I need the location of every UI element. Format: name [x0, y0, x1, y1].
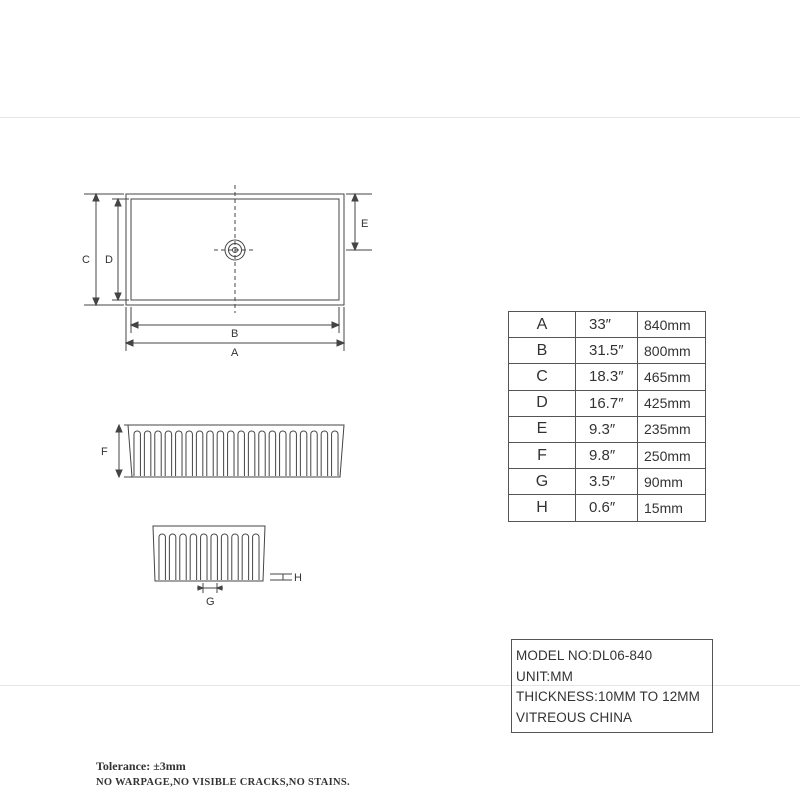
flute — [290, 431, 296, 476]
dimension-mm: 800mm — [638, 338, 706, 364]
dimension-key: A — [509, 312, 576, 338]
flute — [221, 534, 227, 580]
flute — [180, 534, 186, 580]
flute — [300, 431, 306, 476]
dimension-inch: 9.3″ — [576, 416, 638, 442]
dimension-key: D — [509, 390, 576, 416]
flute — [196, 431, 202, 476]
drawing-sheet — [0, 117, 800, 788]
dimension-inch: 16.7″ — [576, 390, 638, 416]
sink-top-view — [126, 185, 344, 313]
flute — [201, 534, 207, 580]
dimension-row — [509, 442, 706, 468]
flute — [238, 431, 244, 476]
label-e: E — [361, 218, 369, 230]
flute — [176, 431, 182, 476]
dimension-key: G — [509, 469, 576, 495]
dimension-row — [509, 312, 706, 338]
dimension-inch: 33″ — [576, 312, 638, 338]
dimension-key: F — [509, 442, 576, 468]
material-text: VITREOUS CHINA — [516, 709, 633, 725]
dimension-mm: 90mm — [638, 469, 706, 495]
quality-note: NO WARPAGE,NO VISIBLE CRACKS,NO STAINS. — [96, 777, 350, 788]
flute — [332, 431, 338, 476]
tolerance-note — [96, 759, 350, 788]
flute — [169, 534, 175, 580]
flute — [211, 534, 217, 580]
flute — [190, 534, 196, 580]
dimension-inch: 9.8″ — [576, 442, 638, 468]
spec-box — [511, 639, 713, 733]
flute — [159, 534, 165, 580]
dimension-row — [509, 495, 706, 521]
flute — [207, 431, 213, 476]
dimension-mm: 15mm — [638, 495, 706, 521]
dimension-row — [509, 364, 706, 390]
thickness-text: THICKNESS:10MM TO 12MM — [516, 689, 700, 704]
sink-front-view — [116, 425, 344, 477]
flute — [217, 431, 223, 476]
label-h: H — [294, 572, 302, 584]
label-a: A — [231, 347, 239, 359]
dimension-key: B — [509, 338, 576, 364]
dimension-mm: 840mm — [638, 312, 706, 338]
label-d: D — [105, 254, 113, 266]
flute — [311, 431, 317, 476]
dimension-inch: 18.3″ — [576, 364, 638, 390]
dimension-inch: 31.5″ — [576, 338, 638, 364]
flute — [259, 431, 265, 476]
flute — [155, 431, 161, 476]
label-c: C — [82, 254, 90, 266]
label-b: B — [231, 328, 239, 340]
unit-text: UNIT:MM — [516, 668, 573, 684]
label-f: F — [101, 446, 108, 458]
flute — [228, 431, 234, 476]
flute — [165, 431, 171, 476]
dimension-table — [508, 311, 706, 522]
flute — [280, 431, 286, 476]
flute — [321, 431, 327, 476]
model-number: MODEL NO:DL06-840 — [516, 648, 653, 663]
dimension-row — [509, 416, 706, 442]
dimension-row — [509, 469, 706, 495]
flute — [144, 431, 150, 476]
tolerance-line: Tolerance: ±3mm — [96, 759, 186, 773]
flute — [186, 431, 192, 476]
sink-side-view — [153, 526, 292, 593]
dimension-row — [509, 390, 706, 416]
flute — [232, 534, 238, 580]
flute — [134, 431, 140, 476]
flute — [248, 431, 254, 476]
dimension-key: C — [509, 364, 576, 390]
dimension-key: E — [509, 416, 576, 442]
flute — [269, 431, 275, 476]
dimension-row — [509, 338, 706, 364]
dimension-mm: 465mm — [638, 364, 706, 390]
dimension-mm: 425mm — [638, 390, 706, 416]
dimension-key: H — [509, 495, 576, 521]
label-g: G — [206, 596, 215, 608]
dimension-mm: 235mm — [638, 416, 706, 442]
dimension-mm: 250mm — [638, 442, 706, 468]
dimension-inch: 0.6″ — [576, 495, 638, 521]
flute — [242, 534, 248, 580]
flute — [253, 534, 259, 580]
dimension-inch: 3.5″ — [576, 469, 638, 495]
